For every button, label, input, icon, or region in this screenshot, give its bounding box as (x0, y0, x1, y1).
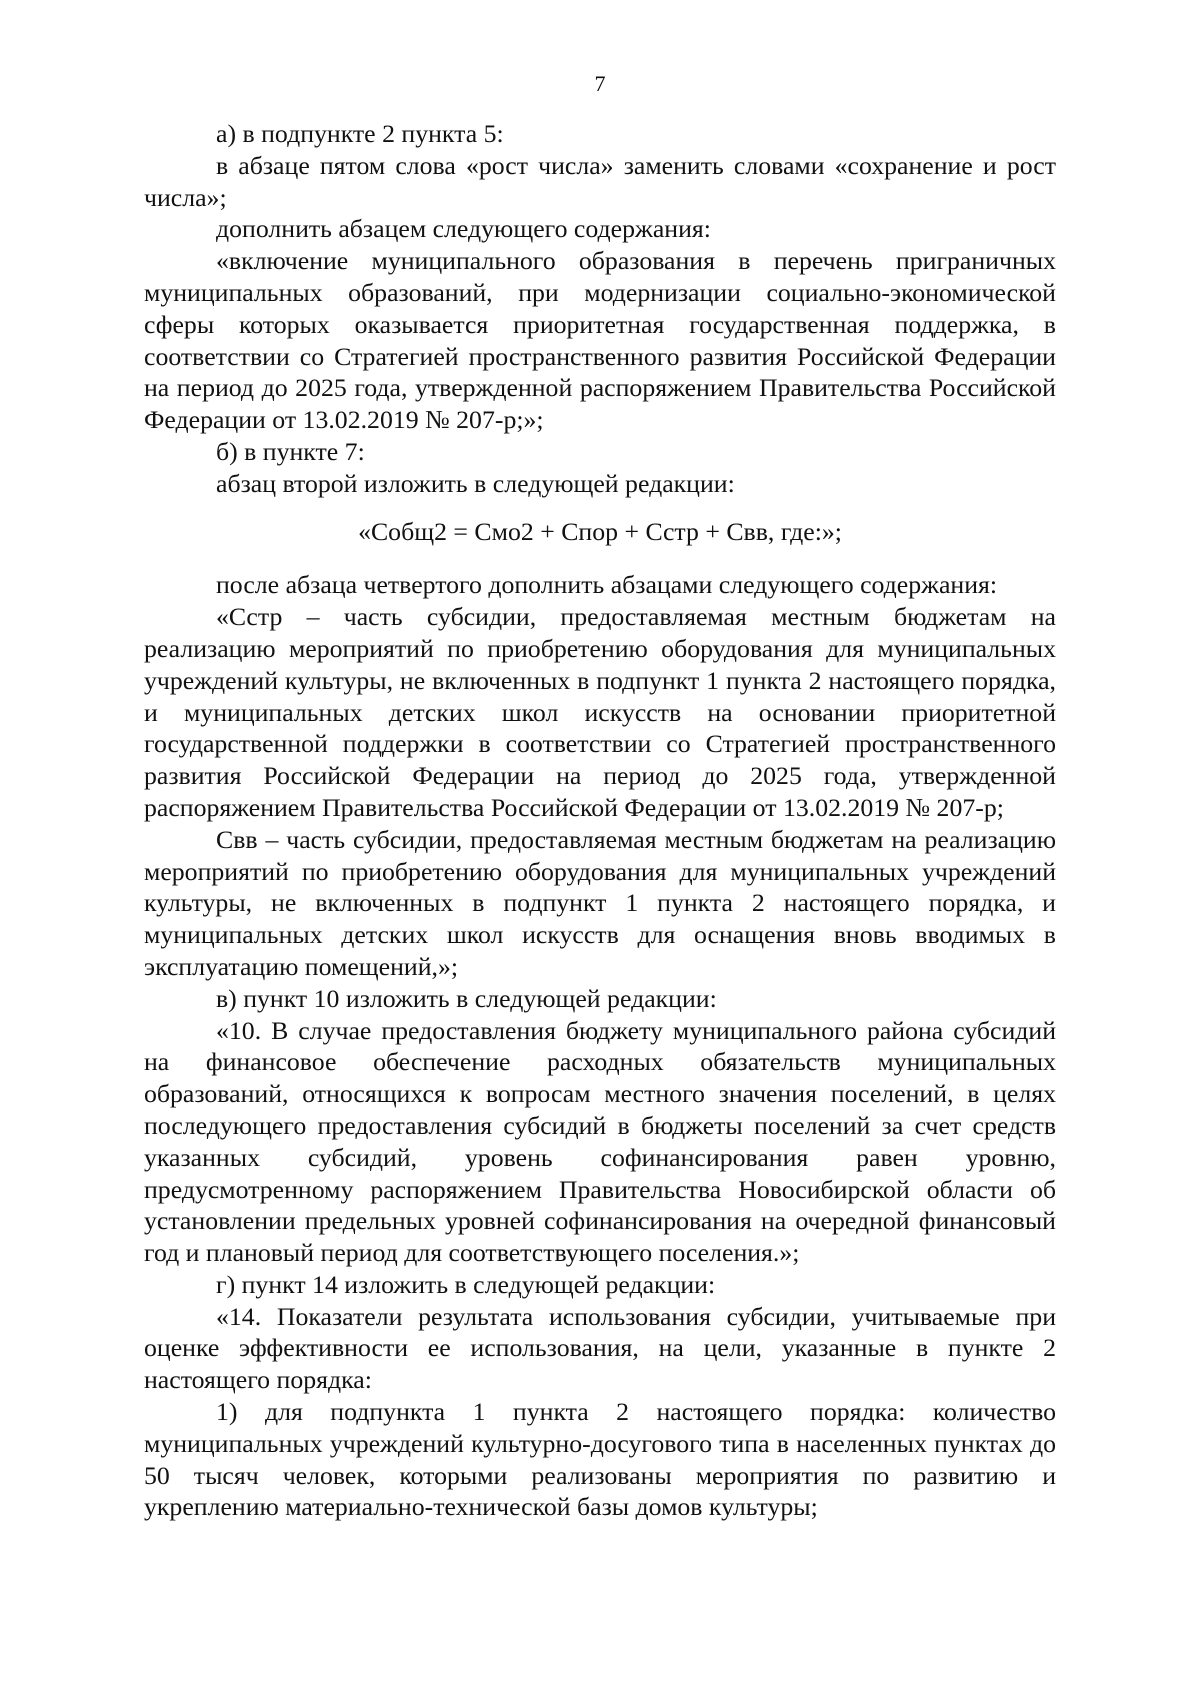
paragraph-add-abzac: дополнить абзацем следующего содержания: (216, 214, 711, 244)
paragraph-subpoint-b: б) в пункте 7: (216, 436, 365, 466)
paragraph-subpoint-v: в) пункт 10 изложить в следующей редакции: (216, 983, 717, 1013)
paragraph-subpoint-g: г) пункт 14 изложить в следующей редакции: (216, 1269, 716, 1299)
paragraph-indicator-1: 1) для подпункта 1 пункта 2 настоящего порядка: количество муниципальных учреждений культурно-досугового типа в населенных пунктах до 50 тысяч человек, которыми реализованы мероприятия по развитию и укреплению материально-технической базы домов культуры; (144, 1397, 1056, 1522)
subsidy-formula: «Собщ2 = Смо2 + Спор + Сстр + Свв, где:»; (358, 516, 842, 546)
paragraph-svv-definition: Свв – часть субсидии, предоставляемая местным бюджетам на реализацию мероприятий по приобретению оборудования для муниципальных учреждений культуры, не включенных в подпункт 1 пункта 2 настоящего порядка, и муниципальных детских школ искусств для оснащения вновь вводимых в эксплуатацию помещений,»; (144, 824, 1056, 981)
paragraph-point-10: «10. В случае предоставления бюджету муниципального района субсидий на финансовое обеспечение расходных обязательств муниципальных образований, относящихся к вопросам местного значения поселений, в целях последующего предоставления субсидий в бюджеты поселений за счет средств указанных субсидий, уровень софинансирования равен уровню, предусмотренному распоряжением Правительства Новосибирской области об установлении предельных уровней софинансирования на очередной финансовый год и плановый период для соответствующего поселения.»; (144, 1015, 1056, 1268)
paragraph-after-fourth: после абзаца четвертого дополнить абзацами следующего содержания: (216, 570, 998, 600)
paragraph-subpoint-a: а) в подпункте 2 пункта 5: (216, 119, 504, 148)
paragraph-point-14: «14. Показатели результата использования субсидии, учитываемые при оценке эффективности ее использования, на цели, указанные в пункте 2 настоящего порядка: (144, 1301, 1056, 1395)
paragraph-sstr-definition: «Сстр – часть субсидии, предоставляемая местным бюджетам на реализацию мероприятий по приобретению оборудования для муниципальных учреждений культуры, не включенных в подпункт 1 пункта 2 настоящего порядка, и муниципальных детских школ искусств на основании приоритетной государственной поддержки в соответствии со Стратегией пространственного развития Российской Федерации на период до 2025 года, утвержденной распоряжением Правительства Российской Федерации от 13.02.2019 № 207-р; (144, 602, 1056, 822)
page-number: 7 (594, 71, 606, 96)
paragraph-replace-words: в абзаце пятом слова «рост числа» заменить словами «сохранение и рост числа»; (144, 150, 1056, 212)
paragraph-second-abzac: абзац второй изложить в следующей редакции: (216, 468, 735, 498)
document-body (144, 118, 1056, 1523)
paragraph-border-municipalities: «включение муниципального образования в перечень приграничных муниципальных образований, при модернизации социально-экономической сферы которых оказывается приоритетная государственная поддержка, в соответствии со Стратегией пространственного развития Российской Федерации на период до 2025 года, утвержденной распоряжением Правительства Российской Федерации от 13.02.2019 № 207-р;»; (144, 246, 1056, 435)
